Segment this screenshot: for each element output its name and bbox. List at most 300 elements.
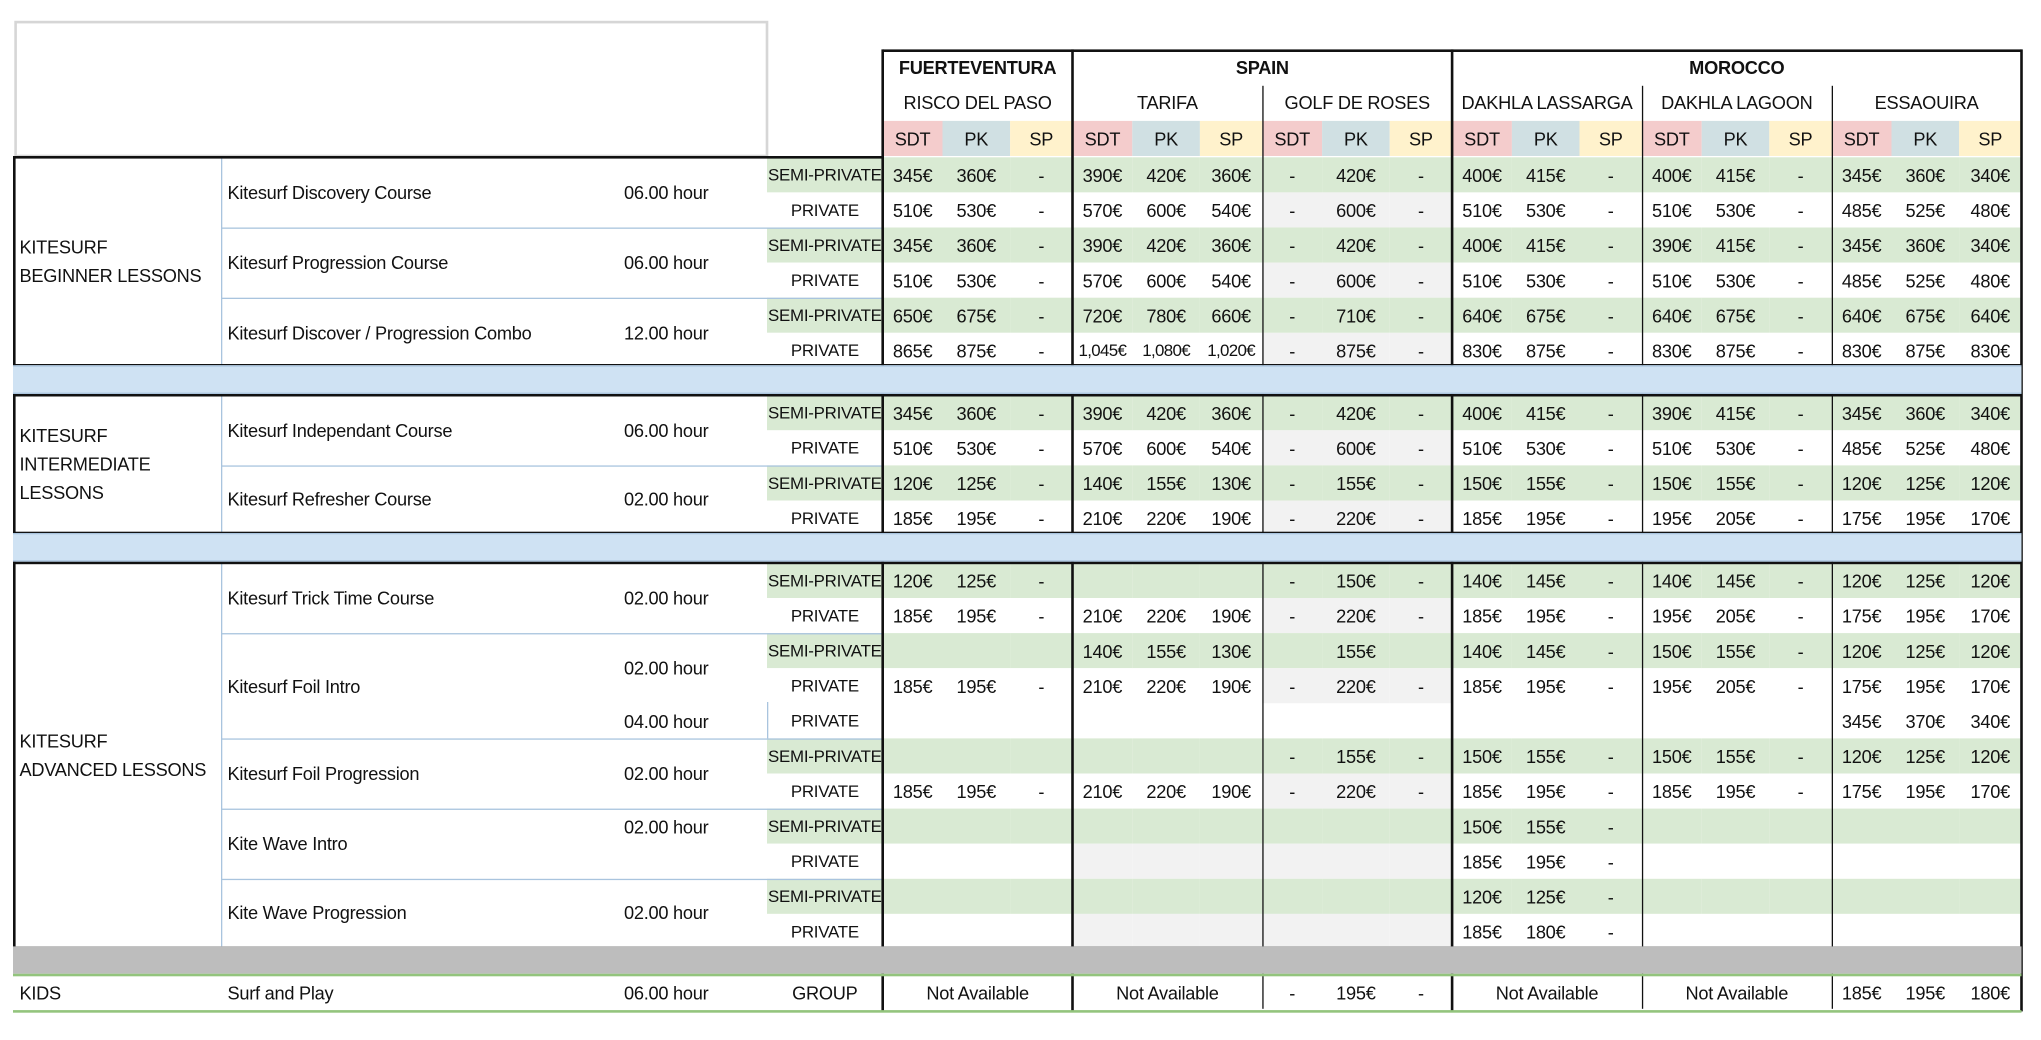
price-cell: 155€ bbox=[1702, 465, 1770, 500]
price-cell: 345€ bbox=[1832, 395, 1892, 430]
price-cell: - bbox=[1010, 227, 1072, 262]
price-cell: 875€ bbox=[1891, 333, 1959, 368]
group-intermediate-lessons: KITESURF INTERMEDIATE LESSONS bbox=[19, 425, 151, 504]
price-cell: 130€ bbox=[1200, 465, 1262, 500]
price-cell bbox=[1322, 844, 1390, 879]
price-cell: 195€ bbox=[1642, 668, 1702, 703]
price-cell: 830€ bbox=[1642, 333, 1702, 368]
price-cell: 220€ bbox=[1322, 774, 1390, 809]
price-cell: 185€ bbox=[1452, 914, 1512, 949]
price-cell bbox=[1073, 703, 1133, 738]
lesson-type-private: PRIVATE bbox=[767, 703, 883, 738]
price-cell: 195€ bbox=[1336, 982, 1376, 1003]
price-cell: 640€ bbox=[1452, 298, 1512, 333]
price-cell: - bbox=[1580, 633, 1642, 668]
price-cell: - bbox=[1390, 157, 1452, 192]
lesson-type-private: PRIVATE bbox=[767, 263, 883, 298]
price-cell: 400€ bbox=[1642, 157, 1702, 192]
column-header-sp: SP bbox=[1390, 121, 1452, 156]
column-header-pk: PK bbox=[1132, 121, 1200, 156]
price-cell bbox=[1200, 879, 1262, 914]
price-cell: 1,080€ bbox=[1132, 333, 1200, 368]
price-cell: 150€ bbox=[1642, 738, 1702, 773]
price-cell bbox=[1642, 914, 1702, 949]
lesson-type-semi-private: SEMI-PRIVATE bbox=[767, 157, 883, 192]
price-cell bbox=[942, 844, 1010, 879]
price-cell: 185€ bbox=[1452, 774, 1512, 809]
price-cell: 120€ bbox=[883, 465, 943, 500]
spot-risco-del-paso: RISCO DEL PASO bbox=[903, 92, 1052, 114]
price-cell: 120€ bbox=[1832, 738, 1892, 773]
price-cell: 525€ bbox=[1891, 263, 1959, 298]
price-cell: - bbox=[1580, 844, 1642, 879]
price-cell: - bbox=[1010, 395, 1072, 430]
price-cell: - bbox=[1580, 430, 1642, 465]
price-cell: - bbox=[1010, 263, 1072, 298]
price-cell: 390€ bbox=[1073, 227, 1133, 262]
price-cell: 640€ bbox=[1642, 298, 1702, 333]
price-cell: 195€ bbox=[1905, 982, 1946, 1003]
price-cell: 780€ bbox=[1132, 298, 1200, 333]
price-cell bbox=[1769, 914, 1831, 949]
spot-golf-de-roses: GOLF DE ROSES bbox=[1284, 92, 1430, 114]
price-cell: 340€ bbox=[1959, 703, 2021, 738]
price-cell: 340€ bbox=[1959, 395, 2021, 430]
price-cell bbox=[883, 879, 943, 914]
price-cell: - bbox=[1580, 500, 1642, 535]
price-cell: - bbox=[1580, 598, 1642, 633]
lesson-type-semi-private: SEMI-PRIVATE bbox=[767, 227, 883, 262]
price-cell: 140€ bbox=[1073, 465, 1133, 500]
price-cell: - bbox=[1390, 192, 1452, 227]
price-cell: - bbox=[1580, 298, 1642, 333]
price-cell bbox=[1642, 844, 1702, 879]
price-cell: - bbox=[1390, 774, 1452, 809]
price-cell: 180€ bbox=[1970, 982, 2011, 1003]
price-cell: 830€ bbox=[1452, 333, 1512, 368]
price-cell: 210€ bbox=[1073, 598, 1133, 633]
price-cell bbox=[1200, 809, 1262, 844]
price-cell bbox=[1891, 879, 1959, 914]
column-header-sdt: SDT bbox=[883, 121, 943, 156]
price-cell bbox=[1200, 738, 1262, 773]
price-cell: 150€ bbox=[1452, 465, 1512, 500]
price-cell: 600€ bbox=[1132, 263, 1200, 298]
price-cell: 120€ bbox=[1452, 879, 1512, 914]
lesson-type-semi-private: SEMI-PRIVATE bbox=[767, 563, 883, 598]
price-cell: 830€ bbox=[1959, 333, 2021, 368]
price-cell: 530€ bbox=[942, 192, 1010, 227]
frame-line bbox=[881, 49, 884, 1011]
price-cell: 170€ bbox=[1959, 500, 2021, 535]
price-cell bbox=[1702, 809, 1770, 844]
course-foil-intro: Kitesurf Foil Intro bbox=[227, 675, 361, 697]
spot-dakhla-lagoon: DAKHLA LAGOON bbox=[1661, 92, 1813, 114]
price-cell: 530€ bbox=[1702, 192, 1770, 227]
price-cell: 530€ bbox=[1702, 263, 1770, 298]
price-cell: 205€ bbox=[1702, 668, 1770, 703]
price-cell bbox=[1512, 703, 1580, 738]
spot-dakhla-lassarga: DAKHLA LASSARGA bbox=[1461, 92, 1633, 114]
price-cell bbox=[1262, 844, 1322, 879]
column-header-sp: SP bbox=[1769, 121, 1831, 156]
price-cell: 220€ bbox=[1132, 598, 1200, 633]
grid-line bbox=[221, 298, 883, 299]
price-cell: - bbox=[1010, 465, 1072, 500]
price-cell: 675€ bbox=[1702, 298, 1770, 333]
price-cell: 525€ bbox=[1891, 430, 1959, 465]
price-cell: 155€ bbox=[1132, 633, 1200, 668]
price-cell: 420€ bbox=[1132, 227, 1200, 262]
price-cell: 400€ bbox=[1452, 227, 1512, 262]
price-cell: 190€ bbox=[1200, 598, 1262, 633]
price-cell: 875€ bbox=[1702, 333, 1770, 368]
price-cell: 600€ bbox=[1322, 263, 1390, 298]
price-cell: 140€ bbox=[1642, 563, 1702, 598]
column-header-pk: PK bbox=[1512, 121, 1580, 156]
price-cell: 175€ bbox=[1832, 774, 1892, 809]
price-cell bbox=[1959, 879, 2021, 914]
price-cell: 120€ bbox=[1959, 738, 2021, 773]
duration: 02.00 hour bbox=[624, 815, 709, 837]
price-cell: 415€ bbox=[1512, 395, 1580, 430]
price-cell: 485€ bbox=[1832, 263, 1892, 298]
price-cell: 415€ bbox=[1702, 157, 1770, 192]
price-cell: 155€ bbox=[1512, 465, 1580, 500]
kids-row-border bbox=[13, 974, 2021, 1013]
grid-line bbox=[221, 738, 883, 739]
price-cell: 390€ bbox=[1073, 395, 1133, 430]
price-cell: 570€ bbox=[1073, 430, 1133, 465]
price-cell: 120€ bbox=[1959, 563, 2021, 598]
price-cell: 345€ bbox=[883, 157, 943, 192]
lesson-type-private: PRIVATE bbox=[767, 192, 883, 227]
price-cell: 125€ bbox=[942, 563, 1010, 598]
price-cell: 125€ bbox=[1891, 465, 1959, 500]
frame-line bbox=[1071, 49, 1074, 1011]
price-cell: - bbox=[1289, 982, 1296, 1003]
column-header-sp: SP bbox=[1959, 121, 2021, 156]
price-cell: 540€ bbox=[1200, 192, 1262, 227]
price-cell: 640€ bbox=[1832, 298, 1892, 333]
price-cell bbox=[1832, 914, 1892, 949]
price-cell: 190€ bbox=[1200, 500, 1262, 535]
price-cell bbox=[1132, 703, 1200, 738]
price-cell: 480€ bbox=[1959, 263, 2021, 298]
price-cell: - bbox=[1262, 598, 1322, 633]
price-cell: 360€ bbox=[942, 395, 1010, 430]
price-cell: 150€ bbox=[1642, 633, 1702, 668]
price-cell: 195€ bbox=[942, 668, 1010, 703]
price-cell: 650€ bbox=[883, 298, 943, 333]
price-cell: 600€ bbox=[1132, 192, 1200, 227]
price-cell bbox=[1390, 809, 1452, 844]
price-cell: 340€ bbox=[1959, 157, 2021, 192]
duration: 06.00 hour bbox=[624, 252, 709, 273]
price-cell: 530€ bbox=[942, 263, 1010, 298]
price-cell: 170€ bbox=[1959, 668, 2021, 703]
not-available-cell: Not Available bbox=[1495, 982, 1599, 1003]
price-cell bbox=[1390, 879, 1452, 914]
price-cell bbox=[1959, 844, 2021, 879]
price-cell: 540€ bbox=[1200, 263, 1262, 298]
price-cell bbox=[1322, 879, 1390, 914]
price-cell bbox=[942, 703, 1010, 738]
price-cell bbox=[942, 809, 1010, 844]
price-cell: 150€ bbox=[1642, 465, 1702, 500]
price-cell: 220€ bbox=[1132, 774, 1200, 809]
column-header-pk: PK bbox=[1891, 121, 1959, 156]
price-cell: - bbox=[1010, 563, 1072, 598]
group-advanced-lessons: KITESURF ADVANCED LESSONS bbox=[19, 729, 207, 780]
price-cell: 360€ bbox=[942, 157, 1010, 192]
price-cell bbox=[1769, 809, 1831, 844]
price-cell: 675€ bbox=[1891, 298, 1959, 333]
price-cell: 155€ bbox=[1702, 738, 1770, 773]
price-cell: 125€ bbox=[1891, 563, 1959, 598]
price-cell: - bbox=[1010, 668, 1072, 703]
price-cell: 510€ bbox=[1452, 263, 1512, 298]
price-cell bbox=[1390, 703, 1452, 738]
duration: 02.00 hour bbox=[624, 902, 709, 923]
duration: 02.00 hour bbox=[624, 657, 709, 679]
lesson-type-semi-private: SEMI-PRIVATE bbox=[767, 395, 883, 430]
course-wave-intro: Kite Wave Intro bbox=[227, 833, 348, 855]
price-cell: 640€ bbox=[1959, 298, 2021, 333]
price-cell bbox=[1769, 844, 1831, 879]
price-cell: 400€ bbox=[1452, 395, 1512, 430]
price-cell: 570€ bbox=[1073, 263, 1133, 298]
price-cell: - bbox=[1262, 563, 1322, 598]
price-cell: - bbox=[1390, 598, 1452, 633]
price-cell: 180€ bbox=[1512, 914, 1580, 949]
not-available-cell: Not Available bbox=[1685, 982, 1789, 1003]
price-cell: 530€ bbox=[1512, 430, 1580, 465]
lesson-type-private: PRIVATE bbox=[767, 844, 883, 879]
price-cell: - bbox=[1262, 192, 1322, 227]
price-cell: - bbox=[1390, 500, 1452, 535]
price-cell bbox=[1132, 809, 1200, 844]
price-cell bbox=[1010, 633, 1072, 668]
duration: 06.00 hour bbox=[624, 419, 709, 441]
price-cell: 185€ bbox=[1452, 668, 1512, 703]
price-cell bbox=[1010, 879, 1072, 914]
price-cell: 390€ bbox=[1642, 395, 1702, 430]
price-cell: 480€ bbox=[1959, 192, 2021, 227]
price-cell: 140€ bbox=[1073, 633, 1133, 668]
price-cell: - bbox=[1390, 738, 1452, 773]
price-cell: 415€ bbox=[1702, 227, 1770, 262]
price-cell: 195€ bbox=[1512, 500, 1580, 535]
price-cell: 120€ bbox=[1959, 465, 2021, 500]
price-cell: 220€ bbox=[1322, 500, 1390, 535]
price-cell: 345€ bbox=[1832, 157, 1892, 192]
price-cell bbox=[1642, 809, 1702, 844]
price-cell: - bbox=[1580, 263, 1642, 298]
course-independant: Kitesurf Independant Course bbox=[227, 419, 453, 441]
section-separator bbox=[13, 533, 2021, 562]
price-cell: 675€ bbox=[942, 298, 1010, 333]
price-cell: - bbox=[1580, 879, 1642, 914]
price-cell: 345€ bbox=[1832, 227, 1892, 262]
price-cell bbox=[942, 914, 1010, 949]
grid-line bbox=[221, 157, 222, 365]
price-cell: 540€ bbox=[1200, 430, 1262, 465]
price-cell: - bbox=[1769, 738, 1831, 773]
price-cell bbox=[1390, 633, 1452, 668]
header-blank-area bbox=[14, 21, 768, 157]
price-cell: 220€ bbox=[1132, 668, 1200, 703]
price-cell: 360€ bbox=[1891, 157, 1959, 192]
price-cell: 195€ bbox=[1512, 598, 1580, 633]
price-cell: 195€ bbox=[942, 774, 1010, 809]
price-cell bbox=[1832, 844, 1892, 879]
price-cell: 720€ bbox=[1073, 298, 1133, 333]
course-wave-progression: Kite Wave Progression bbox=[227, 902, 407, 923]
price-cell: 600€ bbox=[1322, 192, 1390, 227]
price-cell: 210€ bbox=[1073, 668, 1133, 703]
price-cell: 485€ bbox=[1832, 430, 1892, 465]
price-cell: 220€ bbox=[1322, 598, 1390, 633]
price-cell: - bbox=[1769, 668, 1831, 703]
grid-line bbox=[221, 563, 222, 947]
price-cell: 195€ bbox=[942, 598, 1010, 633]
price-cell: - bbox=[1769, 157, 1831, 192]
price-cell: 185€ bbox=[1452, 598, 1512, 633]
price-cell: - bbox=[1769, 633, 1831, 668]
price-cell: 510€ bbox=[883, 430, 943, 465]
price-cell: 420€ bbox=[1132, 157, 1200, 192]
price-cell: - bbox=[1262, 395, 1322, 430]
grid-line bbox=[221, 395, 222, 533]
price-cell bbox=[1891, 844, 1959, 879]
price-cell: - bbox=[1390, 298, 1452, 333]
price-cell: - bbox=[1580, 227, 1642, 262]
price-cell: 155€ bbox=[1322, 633, 1390, 668]
price-cell: - bbox=[1390, 395, 1452, 430]
column-header-sp: SP bbox=[1010, 121, 1072, 156]
course-combo: Kitesurf Discover / Progression Combo bbox=[227, 322, 532, 344]
price-cell: 420€ bbox=[1322, 227, 1390, 262]
grid-line bbox=[221, 465, 883, 466]
country-spain: SPAIN bbox=[1235, 57, 1289, 78]
lesson-type-private: PRIVATE bbox=[767, 598, 883, 633]
price-cell bbox=[1073, 809, 1133, 844]
price-cell: - bbox=[1580, 563, 1642, 598]
price-cell: 195€ bbox=[1702, 774, 1770, 809]
price-cell: 570€ bbox=[1073, 192, 1133, 227]
price-cell: 120€ bbox=[1959, 633, 2021, 668]
price-cell bbox=[1891, 809, 1959, 844]
price-cell bbox=[883, 633, 943, 668]
column-header-sp: SP bbox=[1580, 121, 1642, 156]
price-cell: 170€ bbox=[1959, 598, 2021, 633]
course-surf-and-play: Surf and Play bbox=[227, 982, 334, 1003]
price-cell bbox=[1580, 703, 1642, 738]
column-header-sdt: SDT bbox=[1452, 121, 1512, 156]
price-cell: 175€ bbox=[1832, 500, 1892, 535]
price-cell: 345€ bbox=[883, 395, 943, 430]
price-cell: 195€ bbox=[1891, 668, 1959, 703]
price-cell: 125€ bbox=[1512, 879, 1580, 914]
price-cell: 140€ bbox=[1452, 633, 1512, 668]
price-cell: 195€ bbox=[1891, 598, 1959, 633]
price-cell bbox=[1132, 879, 1200, 914]
price-cell: 510€ bbox=[1452, 430, 1512, 465]
section-separator bbox=[13, 365, 2021, 394]
section-separator bbox=[13, 946, 2021, 973]
price-cell: 875€ bbox=[942, 333, 1010, 368]
duration: 06.00 hour bbox=[624, 182, 709, 203]
price-cell: 120€ bbox=[1832, 633, 1892, 668]
course-discovery: Kitesurf Discovery Course bbox=[227, 182, 432, 203]
price-cell: 185€ bbox=[883, 668, 943, 703]
price-cell: 360€ bbox=[1200, 157, 1262, 192]
price-cell: 360€ bbox=[1200, 227, 1262, 262]
lesson-type-private: PRIVATE bbox=[767, 914, 883, 949]
price-cell: 145€ bbox=[1512, 633, 1580, 668]
price-cell: 340€ bbox=[1959, 227, 2021, 262]
price-cell: 175€ bbox=[1832, 598, 1892, 633]
frame-line bbox=[13, 156, 883, 159]
price-cell: 830€ bbox=[1832, 333, 1892, 368]
grid-line bbox=[221, 227, 883, 228]
price-cell: 185€ bbox=[883, 598, 943, 633]
price-cell: 150€ bbox=[1322, 563, 1390, 598]
price-cell bbox=[1200, 703, 1262, 738]
price-cell: - bbox=[1580, 333, 1642, 368]
price-cell: 510€ bbox=[1642, 192, 1702, 227]
course-refresher: Kitesurf Refresher Course bbox=[227, 488, 432, 510]
price-cell bbox=[1702, 703, 1770, 738]
lesson-type-semi-private: SEMI-PRIVATE bbox=[767, 738, 883, 773]
price-cell: 530€ bbox=[942, 430, 1010, 465]
price-cell: 510€ bbox=[883, 192, 943, 227]
price-cell: 390€ bbox=[1073, 157, 1133, 192]
price-cell: - bbox=[1262, 263, 1322, 298]
price-cell: 210€ bbox=[1073, 500, 1133, 535]
price-cell bbox=[1200, 914, 1262, 949]
price-cell: 150€ bbox=[1452, 809, 1512, 844]
price-cell bbox=[1322, 809, 1390, 844]
price-cell: 420€ bbox=[1132, 395, 1200, 430]
lesson-type-semi-private: SEMI-PRIVATE bbox=[767, 633, 883, 668]
frame-line bbox=[1451, 49, 1454, 1011]
price-cell bbox=[1769, 703, 1831, 738]
duration: 02.00 hour bbox=[624, 587, 709, 609]
price-cell: - bbox=[1010, 500, 1072, 535]
price-cell bbox=[883, 844, 943, 879]
lesson-type-semi-private: SEMI-PRIVATE bbox=[767, 879, 883, 914]
price-cell: 360€ bbox=[1200, 395, 1262, 430]
grid-line bbox=[767, 702, 768, 738]
lesson-type-semi-private: SEMI-PRIVATE bbox=[767, 298, 883, 333]
price-cell: 420€ bbox=[1322, 157, 1390, 192]
lesson-type-private: PRIVATE bbox=[767, 774, 883, 809]
price-cell: - bbox=[1262, 227, 1322, 262]
price-cell: 190€ bbox=[1200, 668, 1262, 703]
column-header-sdt: SDT bbox=[1832, 121, 1892, 156]
lesson-type-private: PRIVATE bbox=[767, 500, 883, 535]
price-cell: 170€ bbox=[1959, 774, 2021, 809]
price-cell: - bbox=[1769, 563, 1831, 598]
price-cell: 415€ bbox=[1512, 157, 1580, 192]
price-cell: 185€ bbox=[1452, 500, 1512, 535]
price-cell: 145€ bbox=[1702, 563, 1770, 598]
price-cell: 195€ bbox=[1512, 668, 1580, 703]
price-cell bbox=[1010, 914, 1072, 949]
duration: 02.00 hour bbox=[624, 763, 709, 784]
